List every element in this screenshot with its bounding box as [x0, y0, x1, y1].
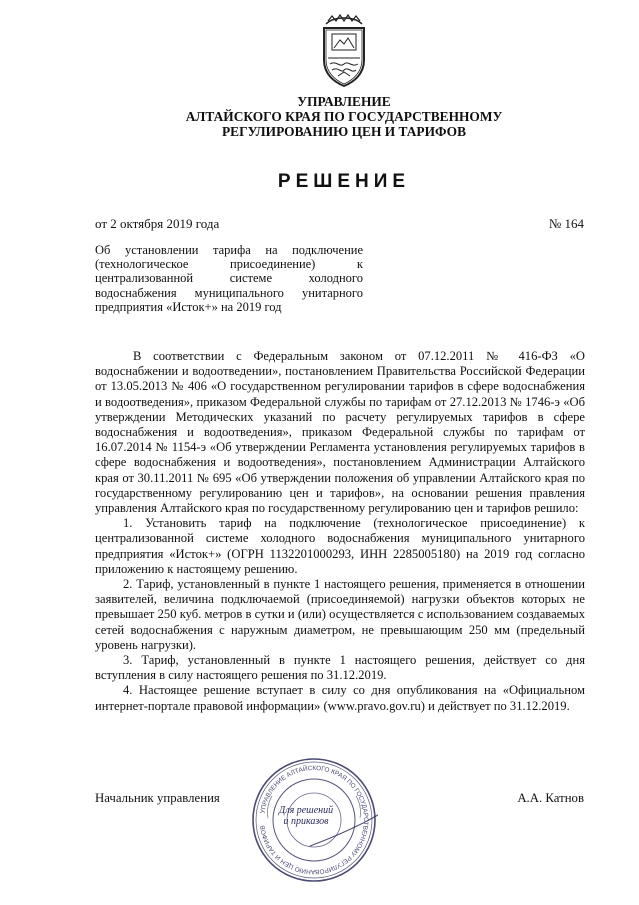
document-title: РЕШЕНИЕ: [277, 171, 411, 192]
paragraph-item-3: 3. Тариф, установленный в пункте 1 настоящего решения, действует со дня вступления в силу настоящего решения по 31.12.2019.: [95, 653, 585, 683]
document-body: [95, 349, 585, 714]
org-line-2: АЛТАЙСКОГО КРАЯ ПО ГОСУДАРСТВЕННОМУ: [185, 109, 503, 124]
signer-position: Начальник управления: [95, 791, 220, 805]
document-subject: Об установлении тарифа на подключение (технологическое присоединение) к централизованной системе холодного водоснабжения муниципального унитарного предприятия «Исток+» на 2019 год: [95, 243, 363, 314]
seal-ring-text: УПРАВЛЕНИЕ АЛТАЙСКОГО КРАЯ ПО ГОСУДАРСТВЕННОМУ РЕГУЛИРОВАНИЮ ЦЕН И ТАРИФОВ: [259, 764, 370, 876]
org-line-3: РЕГУЛИРОВАНИЮ ЦЕН И ТАРИФОВ: [221, 124, 467, 139]
document-date: от 2 октября 2019 года: [95, 216, 220, 231]
seal-line-2: и приказов: [283, 816, 329, 827]
preamble-paragraph: В соответствии с Федеральным законом от 07.12.2011 № 416-ФЗ «О водоснабжении и водоотведении», постановлением Правительства Российской Федерации от 13.05.2013 № 406 «О государственном регулировании тарифов в сфере водоснабжения и водоотведения», приказом Федеральной службы по тарифам от 27.12.2013 № 1746-э «Об утверждении Методических указаний по расчету регулируемых тарифов в сфере водоснабжения и водоотведения», приказом Федеральной службы по тарифам от 16.07.2014 № 1154-э «Об утверждении Регламента установления регулируемых тарифов в сфере водоснабжения и водоотведения», постановлением Администрации Алтайского края от 30.11.2011 № 695 «Об утверждении положения об управлении Алтайского края по государственному регулированию цен и тарифов», на основании решения правления управления Алтайского края по государственному регулированию цен и тарифов решило:: [95, 349, 585, 516]
paragraph-item-4: 4. Настоящее решение вступает в силу со дня опубликования на «Официальном интернет-портале правовой информации» (www.pravo.gov.ru) и действует по 31.12.2019.: [95, 683, 585, 713]
seal-line-1: Для решений: [278, 805, 334, 816]
document-number: № 164: [548, 216, 584, 231]
paragraph-item-2: 2. Тариф, установленный в пункте 1 настоящего решения, применяется в отношении заявителей, величина подключаемой (присоединяемой) нагрузки объектов которых не превышает 250 куб. метров в сутки и (или) осуществляется с использованием создаваемых сетей водоснабжения с наружным диаметром, не превышающим 250 мм (предельный уровень нагрузки).: [95, 577, 585, 652]
coat-of-arms-icon: [318, 14, 370, 90]
paragraph-item-1: 1. Установить тариф на подключение (технологическое присоединение) к централизованной системе холодного водоснабжения муниципального унитарного предприятия «Исток+» (ОГРН 1132201000293, ИНН 2285005180) на 2019 год согласно приложению к настоящему решению.: [95, 516, 585, 576]
seal-center-text: [275, 805, 337, 827]
org-line-1: УПРАВЛЕНИЕ: [297, 94, 391, 109]
signer-name: А.А. Катнов: [517, 791, 584, 805]
organization-header: [150, 94, 538, 139]
